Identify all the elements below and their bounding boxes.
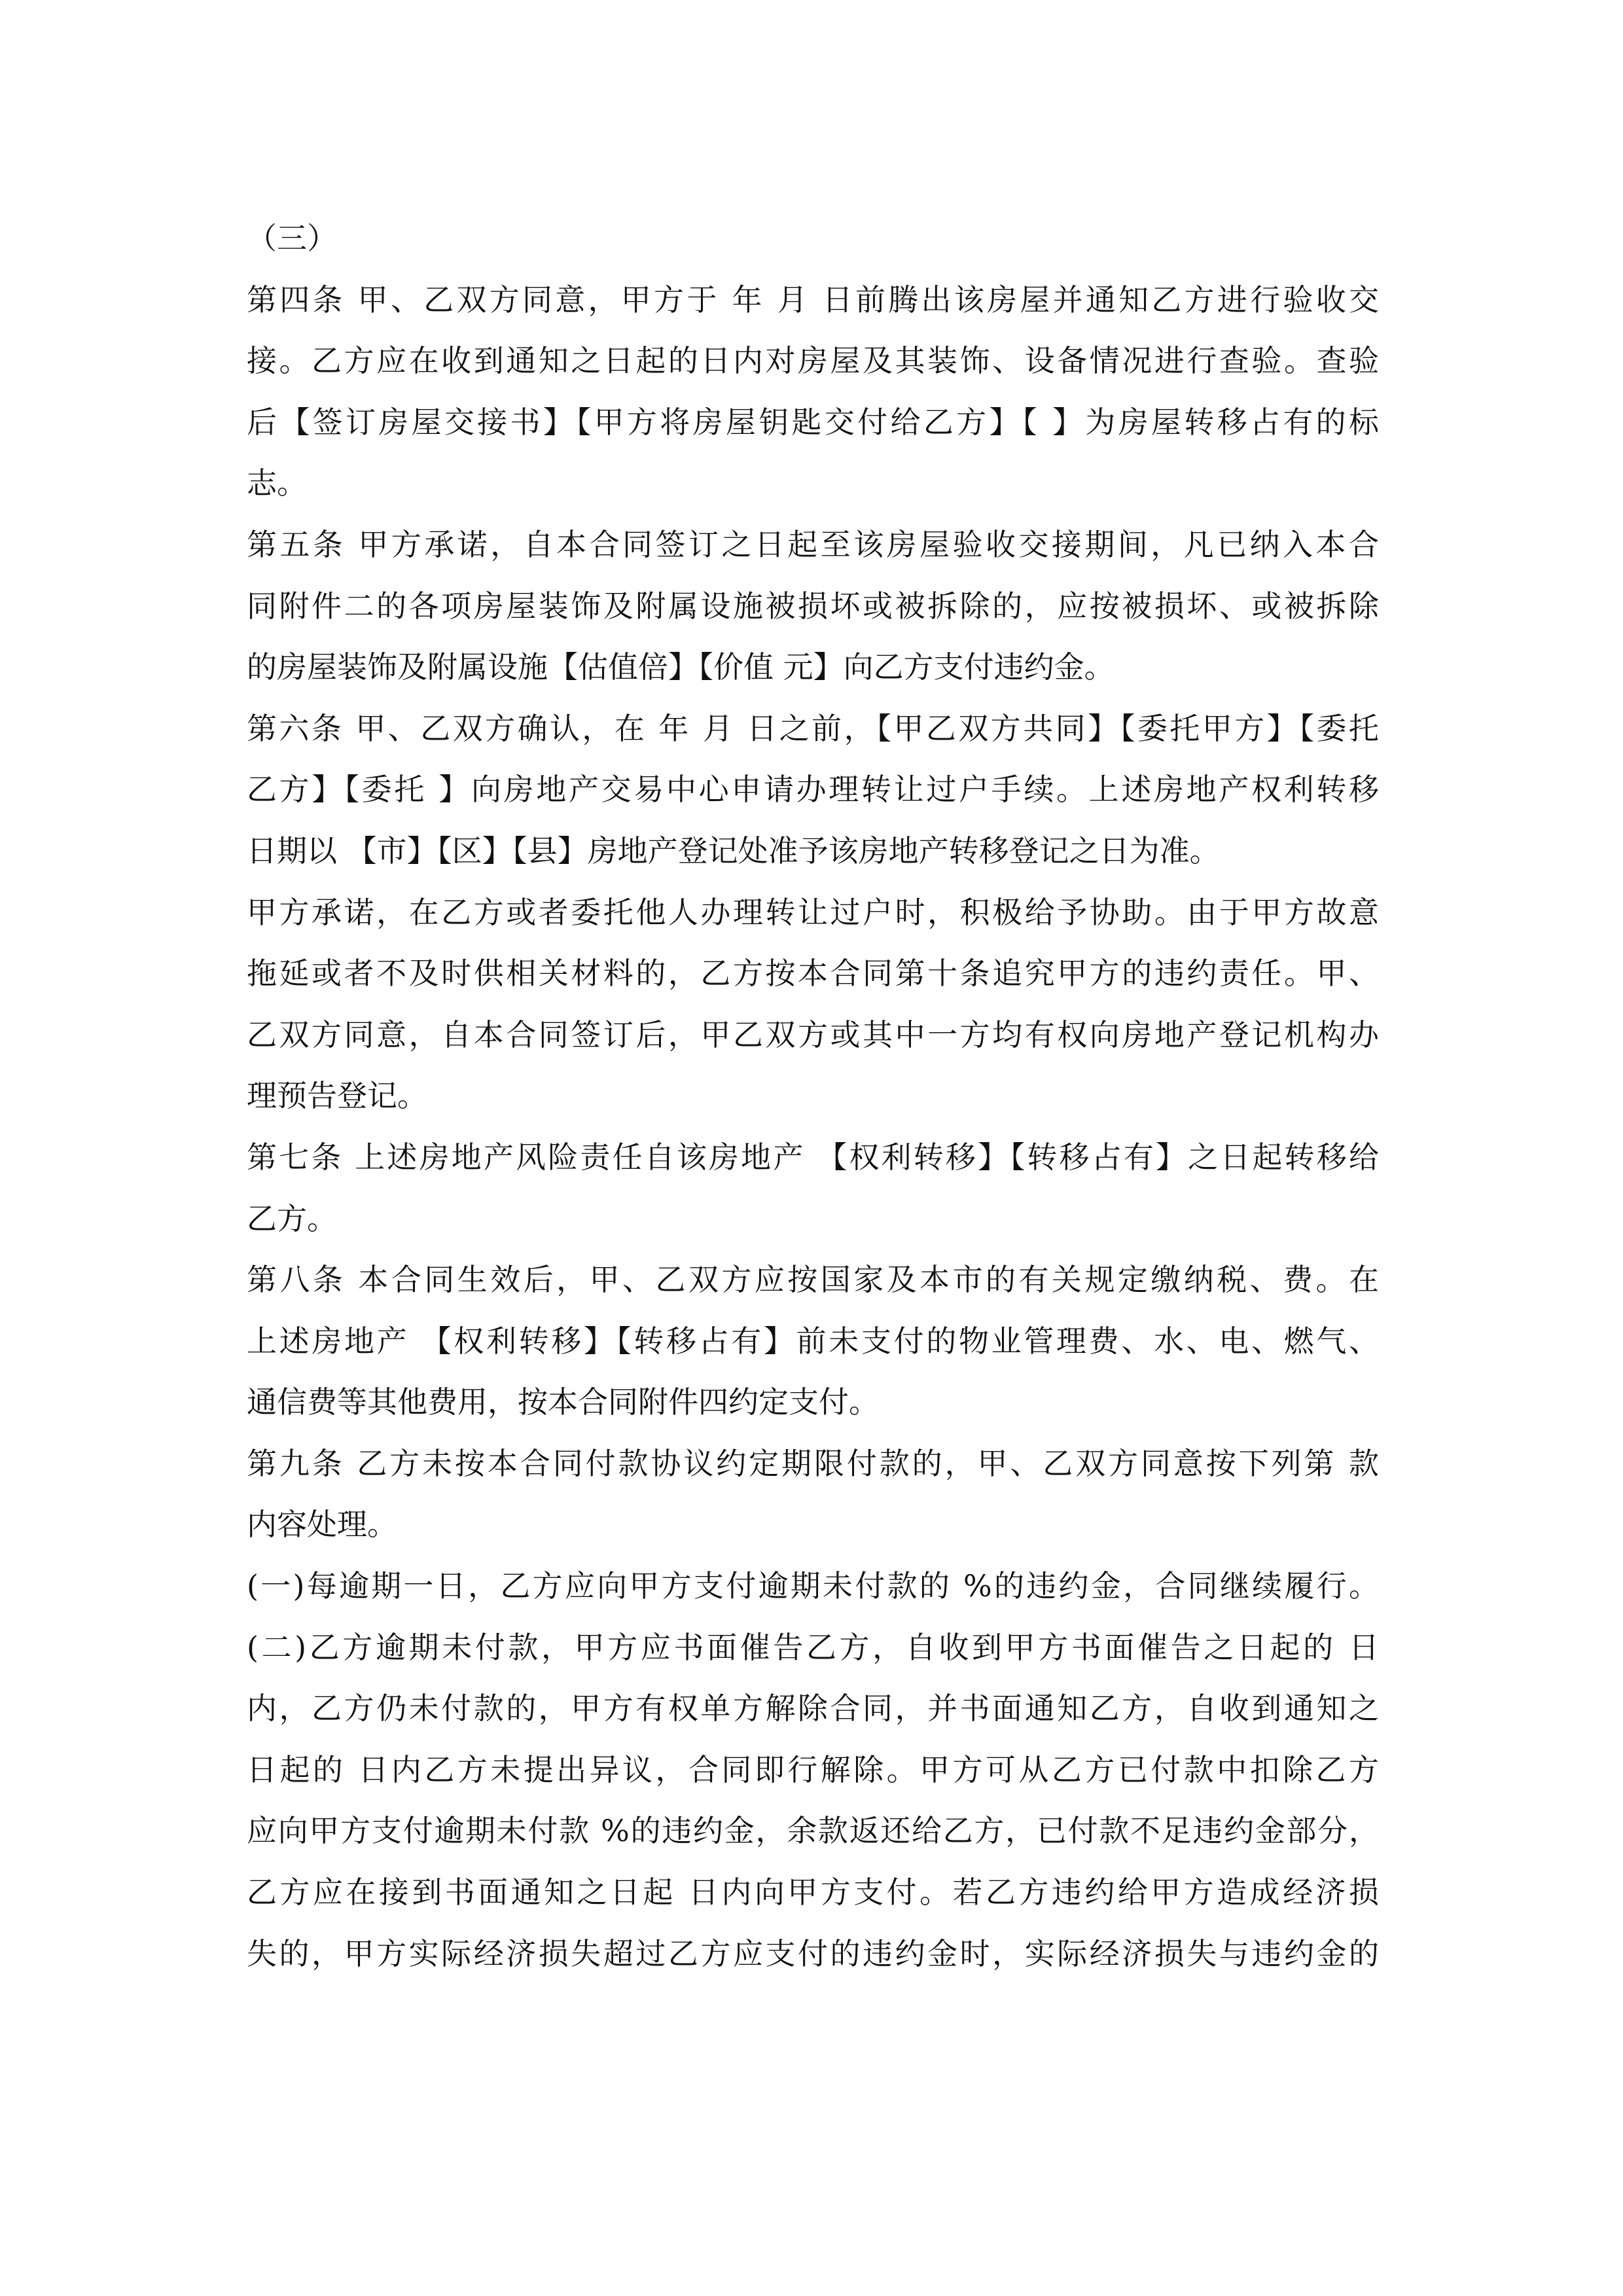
text-line: 接。乙方应在收到通知之日起的日内对房屋及其装饰、设备情况进行查验。查验: [247, 343, 1379, 379]
text-line: 第五条 甲方承诺，自本合同签订之日起至该房屋验收交接期间，凡已纳入本合: [247, 526, 1379, 562]
text-line: 乙方。: [247, 1200, 337, 1236]
text-line: 第四条 甲、乙双方同意，甲方于 年 月 日前腾出该房屋并通知乙方进行验收交: [247, 281, 1379, 317]
text-line: 第七条 上述房地产风险责任自该房地产 【权利转移】【转移占有】之日起转移给: [247, 1139, 1379, 1175]
text-line: 拖延或者不及时供相关材料的，乙方按本合同第十条追究甲方的违约责任。甲、: [247, 956, 1379, 992]
text-line: 第六条 甲、乙双方确认，在 年 月 日之前，【甲乙双方共同】【委托甲方】【委托: [247, 710, 1379, 746]
text-line: 通信费等其他费用，按本合同附件四约定支付。: [247, 1384, 879, 1420]
text-line: 日期以 【市】【区】【县】房地产登记处准予该房地产转移登记之日为准。: [247, 833, 1220, 869]
text-line: 同附件二的各项房屋装饰及附属设施被损坏或被拆除的，应按被损坏、或被拆除: [247, 588, 1379, 624]
text-line: 第九条 乙方未按本合同付款协议约定期限付款的，甲、乙双方同意按下列第 款: [247, 1445, 1379, 1481]
text-line: 乙双方同意，自本合同签订后，甲乙双方或其中一方均有权向房地产登记机构办: [247, 1016, 1379, 1052]
text-line: 志。: [247, 465, 307, 501]
text-line: (二)乙方逾期未付款，甲方应书面催告乙方，自收到甲方书面催告之日起的 日: [247, 1629, 1379, 1665]
contract-text: [247, 208, 1379, 1984]
text-line: 第八条 本合同生效后，甲、乙双方应按国家及本市的有关规定缴纳税、费。在: [247, 1262, 1379, 1298]
text-line: 理预告登记。: [247, 1078, 427, 1114]
text-line: 失的，甲方实际经济损失超过乙方应支付的违约金时，实际经济损失与违约金的: [247, 1935, 1379, 1971]
text-line: 应向甲方支付逾期未付款 %的违约金，余款返还给乙方，已付款不足违约金部分，: [247, 1813, 1379, 1849]
text-line: 乙方应在接到书面通知之日起 日内向甲方支付。若乙方违约给甲方造成经济损: [247, 1874, 1379, 1910]
text-line: 后【签订房屋交接书】【甲方将房屋钥匙交付给乙方】【 】为房屋转移占有的标: [247, 404, 1379, 440]
text-line: （三）: [247, 221, 337, 256]
text-line: 内，乙方仍未付款的，甲方有权单方解除合同，并书面通知乙方，自收到通知之: [247, 1691, 1379, 1727]
text-line: 乙方】【委托 】向房地产交易中心申请办理转让过户手续。上述房地产权利转移: [247, 772, 1379, 808]
text-line: 日起的 日内乙方未提出异议，合同即行解除。甲方可从乙方已付款中扣除乙方: [247, 1751, 1379, 1787]
text-line: 上述房地产 【权利转移】【转移占有】前未支付的物业管理费、水、电、燃气、: [247, 1323, 1379, 1359]
text-line: 的房屋装饰及附属设施【估值倍】【价值 元】向乙方支付违约金。: [247, 649, 1115, 685]
text-line: 内容处理。: [247, 1507, 397, 1543]
text-line: 甲方承诺，在乙方或者委托他人办理转让过户时，积极给予协助。由于甲方故意: [247, 894, 1379, 930]
text-line: (一)每逾期一日，乙方应向甲方支付逾期未付款的 %的违约金，合同继续履行。: [247, 1568, 1379, 1604]
